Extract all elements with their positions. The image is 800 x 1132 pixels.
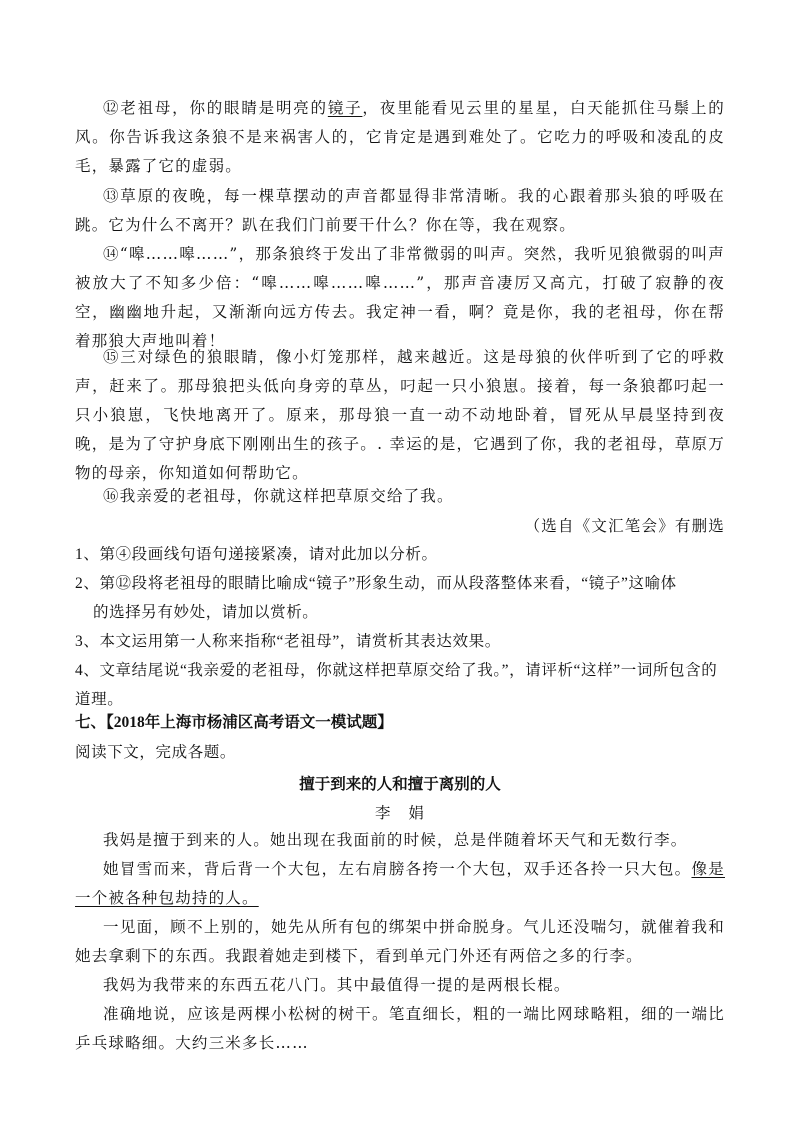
section-heading: 七、【2018年上海市杨浦区高考语文一模试题】 <box>75 714 393 731</box>
question-2 <box>75 569 725 627</box>
paragraph-12 <box>75 94 725 181</box>
article-paragraph-4: 我妈为我带来的东西五花八门。其中最值得一提的是两根长棍。 <box>103 976 571 994</box>
paragraph-15: ⑮三对绿色的狼眼睛，像小灯笼那样，越来越近。这是母狼的伙伴听到了它的呼救声，赶来了。那母狼把头低向身旁的草丛，叼起一只小狼崽。接着，每一条狼都叼起一只小狼崽，飞快地离开了。原来，那母狼一直一动不动地卧着，冒死从早晨坚持到夜晚，是为了守护身底下刚刚出生的孩子。. 幸运的是，它遇到了你，我的老祖母，草原万物的母亲，你知道如何帮助它。 <box>75 348 725 482</box>
question-3: 3、本文运用第一人称来指称“老祖母”，请赏析其表达效果。 <box>75 633 501 650</box>
paragraph-14: ⑭“嗥……嗥……”，那条狼终于发出了非常微弱的叫声。突然，我听见狼微弱的叫声被放大了不知多少倍：“嗥……嗥……嗥……”，那声音凄厉又高亢，打破了寂静的夜空，幽幽地升起，又渐渐向远方传去。我定神一看，啊？竟是你，我的老祖母，你在帮着那狼大声地叫着！ <box>75 245 725 350</box>
source-note: （选自《文汇笔会》有删选 <box>524 517 725 535</box>
article-paragraph-2 <box>75 855 725 913</box>
question-2-line-1: 2、第⑫段将老祖母的眼睛比喻成“镜子”形象生动，而从段落整体来看，“镜子”这喻体 <box>75 575 677 592</box>
article-paragraph-3: 一见面，顾不上别的，她先从所有包的绑架中拼命脱身。气儿还没喘匀，就催着我和她去拿剩下的东西。我跟着她走到楼下，看到单元门外还有两倍之多的行李。 <box>75 918 725 965</box>
article-author: 李 娟 <box>374 804 426 822</box>
underlined-sentence: 像是一个被各种包劫持的人。 <box>75 860 725 907</box>
article-paragraph-5: 准确地说，应该是两棵小松树的树干。笔直细长，粗的一端比网球略粗，细的一端比乒乓球略细。大约三米多长…… <box>75 1005 725 1052</box>
paragraph-12-text-b: ，夜里能看见云里的星星，白天能抓住马鬃上的风。你告诉我这条狼不是来祸害人的，它肯定是遇到难处了。它吃力的呼吸和凌乱的皮毛，暴露了它的虚弱。 <box>75 99 725 175</box>
paragraph-13: ⑬草原的夜晚，每一棵草摆动的声音都显得非常清晰。我的心跟着那头狼的呼吸在跳。它为什么不离开？趴在我们门前要干什么？你在等，我在观察。 <box>75 187 725 234</box>
paragraph-16: ⑯我亲爱的老祖母，你就这样把草原交给了我。 <box>103 487 454 505</box>
reading-instruction: 阅读下文，完成各题。 <box>75 744 237 761</box>
article-title: 擅于到来的人和擅于离别的人 <box>299 775 501 793</box>
question-2-line-2: 的选择另有妙处，请加以赏析。 <box>93 604 319 621</box>
article-paragraph-1: 我妈是擅于到来的人。她出现在我面前的时候，总是伴随着坏天气和无数行李。 <box>103 831 688 849</box>
question-1: 1、第④段画线句语句递接紧凑，请对此加以分析。 <box>75 546 438 563</box>
paragraph-12-text-a: ⑫老祖母，你的眼睛是明亮的 <box>103 99 328 117</box>
question-4: 4、文章结尾说“我亲爱的老祖母，你就这样把草原交给了我。”，请评析“这样”一词所包含的道理。 <box>75 662 718 708</box>
article-paragraph-2-text: 她冒雪而来，背后背一个大包，左右肩膀各挎一个大包，双手还各拎一只大包。 <box>103 860 692 878</box>
underlined-word-mirror: 镜子 <box>327 99 363 117</box>
